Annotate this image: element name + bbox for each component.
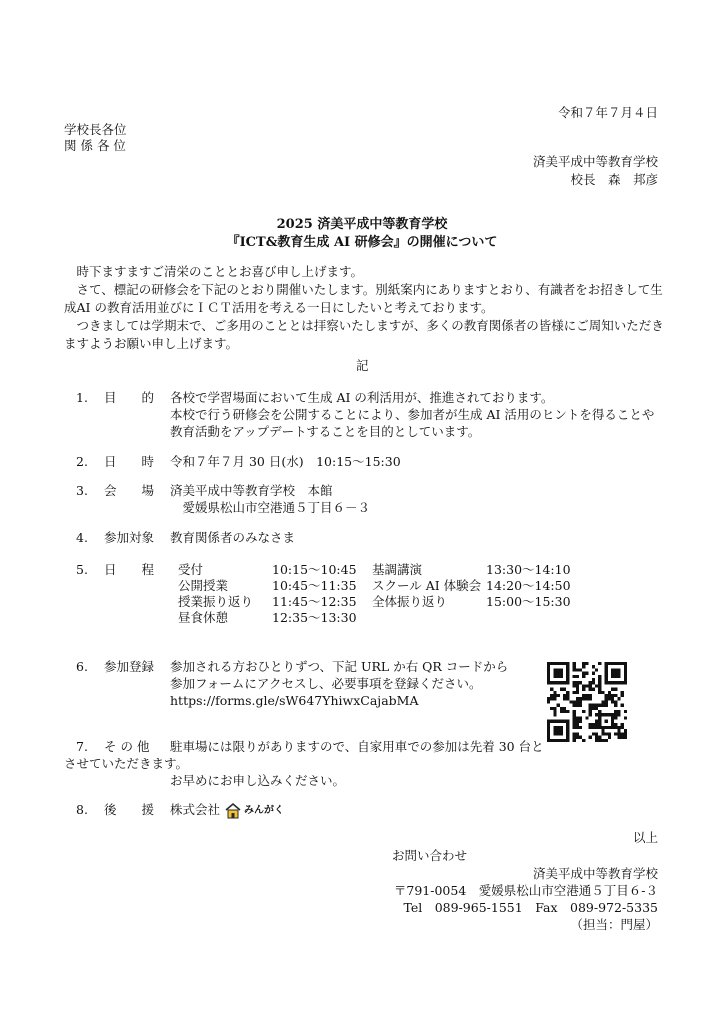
contact-phone-fax: Tel 089-965-1551 Fax 089-972-5335 <box>403 900 658 915</box>
sender-school: 済美平成中等教育学校 <box>532 154 658 169</box>
item-4-heading: 参加対象 <box>104 530 155 545</box>
event-datetime: 令和７年７月 30 日(水) 10:15～15:30 <box>170 454 401 469</box>
support-company-label: 株式会社 <box>170 802 221 817</box>
other-line-2: させていただきます。 <box>64 756 189 771</box>
contact-school: 済美平成中等教育学校 <box>532 866 658 881</box>
body-greeting: 時下ますますご清栄のこととお喜び申し上げます。 <box>64 264 364 279</box>
contact-label: お問い合わせ <box>392 848 468 863</box>
purpose-line-3: 教育活動をアップデートすることを目的としています。 <box>170 424 481 439</box>
schedule-right-name: スクール AI 体験会 <box>372 578 482 593</box>
purpose-line-1: 各校で学習場面において生成 AI の利活用が、推進されております。 <box>170 390 554 405</box>
item-3-number: 3. <box>76 483 88 498</box>
target-audience: 教育関係者のみなさま <box>170 530 296 545</box>
closing-mark: 以上 <box>632 830 658 845</box>
item-1-number: 1. <box>76 390 88 405</box>
item-2-heading: 日 時 <box>104 454 155 469</box>
body-announcement: さて、標記の研修会を下記のとおり開催いたします。別紙案内にありますとおり、有識者をお招きして生成AI の教育活用並びにＩＣＴ活用を考える一日にしたいと考えております。 <box>64 282 663 315</box>
title-line-2: 『ICT&教育生成 AI 研修会』の開催について <box>226 235 498 250</box>
minnaku-logo <box>224 802 284 820</box>
schedule-left-name: 授業振り返り <box>178 594 254 609</box>
venue-address: 愛媛県松山市空港通５丁目６－３ <box>170 500 371 515</box>
contact-person: （担当：門屋） <box>570 917 658 932</box>
schedule-right-name: 全体振り返り <box>372 594 448 609</box>
recipient-related: 関 係 各 位 <box>64 138 126 153</box>
schedule-left-name: 昼食休憩 <box>178 610 229 625</box>
body-request: つきましては学期末で、ご多用のこととは拝察いたしますが、多くの教育関係者の皆様にご周知いただきますようお願い申し上げます。 <box>64 318 664 351</box>
schedule-left-name: 公開授業 <box>178 578 229 593</box>
item-1-heading: 目 的 <box>104 390 155 405</box>
body-paragraphs <box>64 263 664 353</box>
registration-url[interactable]: https://forms.gle/sW647YhiwxCajabMA <box>170 693 419 708</box>
item-5-number: 5. <box>76 562 88 577</box>
registration-line-1: 参加される方おひとりずつ、下記 URL か右 QR コードから <box>170 659 509 674</box>
item-5-heading: 日 程 <box>104 562 155 577</box>
contact-address: 〒791-0054 愛媛県松山市空港通５丁目６-３ <box>393 883 658 898</box>
schedule-right-name: 基調講演 <box>372 562 423 577</box>
support-company <box>170 801 284 820</box>
item-6-heading: 参加登録 <box>104 659 155 674</box>
item-8-number: 8. <box>76 802 88 817</box>
schedule-left-time: 10:45～11:35 <box>272 578 357 593</box>
item-7-heading: そ の 他 <box>104 739 150 754</box>
other-line-1: 駐車場には限りがありますので、自家用車での参加は先着 30 台と <box>170 739 544 754</box>
logo-text: みんがく <box>244 804 284 816</box>
item-3-heading: 会 場 <box>104 483 155 498</box>
schedule-left-name: 受付 <box>178 562 204 577</box>
schedule-left-time: 12:35～13:30 <box>272 610 357 625</box>
recipient-principals: 学校長各位 <box>64 122 127 137</box>
ki-heading: 記 <box>356 358 369 373</box>
item-7-number: 7. <box>76 739 88 754</box>
other-line-3: お早めにお申し込みください。 <box>170 773 346 788</box>
schedule-left-time: 11:45～12:35 <box>272 594 357 609</box>
registration-line-2: 参加フォームにアクセスし、必要事項を登録ください。 <box>170 676 482 691</box>
sender-principal: 校長 森 邦彦 <box>570 172 658 187</box>
schedule-left-time: 10:15～10:45 <box>272 562 357 577</box>
purpose-line-2: 本校で行う研修会を公開することにより、参加者が生成 AI 活用のヒントを得ることや <box>170 407 655 422</box>
item-8-heading: 後 援 <box>104 802 155 817</box>
schedule-right-time: 13:30～14:10 <box>486 562 571 577</box>
schedule-right-time: 15:00～15:30 <box>486 594 571 609</box>
document-date: 令和７年７月４日 <box>557 105 658 120</box>
qr-code-icon[interactable] <box>547 662 627 742</box>
item-6-number: 6. <box>76 659 88 674</box>
venue-name: 済美平成中等教育学校 本館 <box>170 483 333 498</box>
item-2-number: 2. <box>76 454 88 469</box>
item-4-number: 4. <box>76 530 88 545</box>
title-line-1: 2025 済美平成中等教育学校 <box>276 217 448 232</box>
house-logo-icon <box>224 802 242 819</box>
schedule-right-time: 14:20～14:50 <box>486 578 571 593</box>
